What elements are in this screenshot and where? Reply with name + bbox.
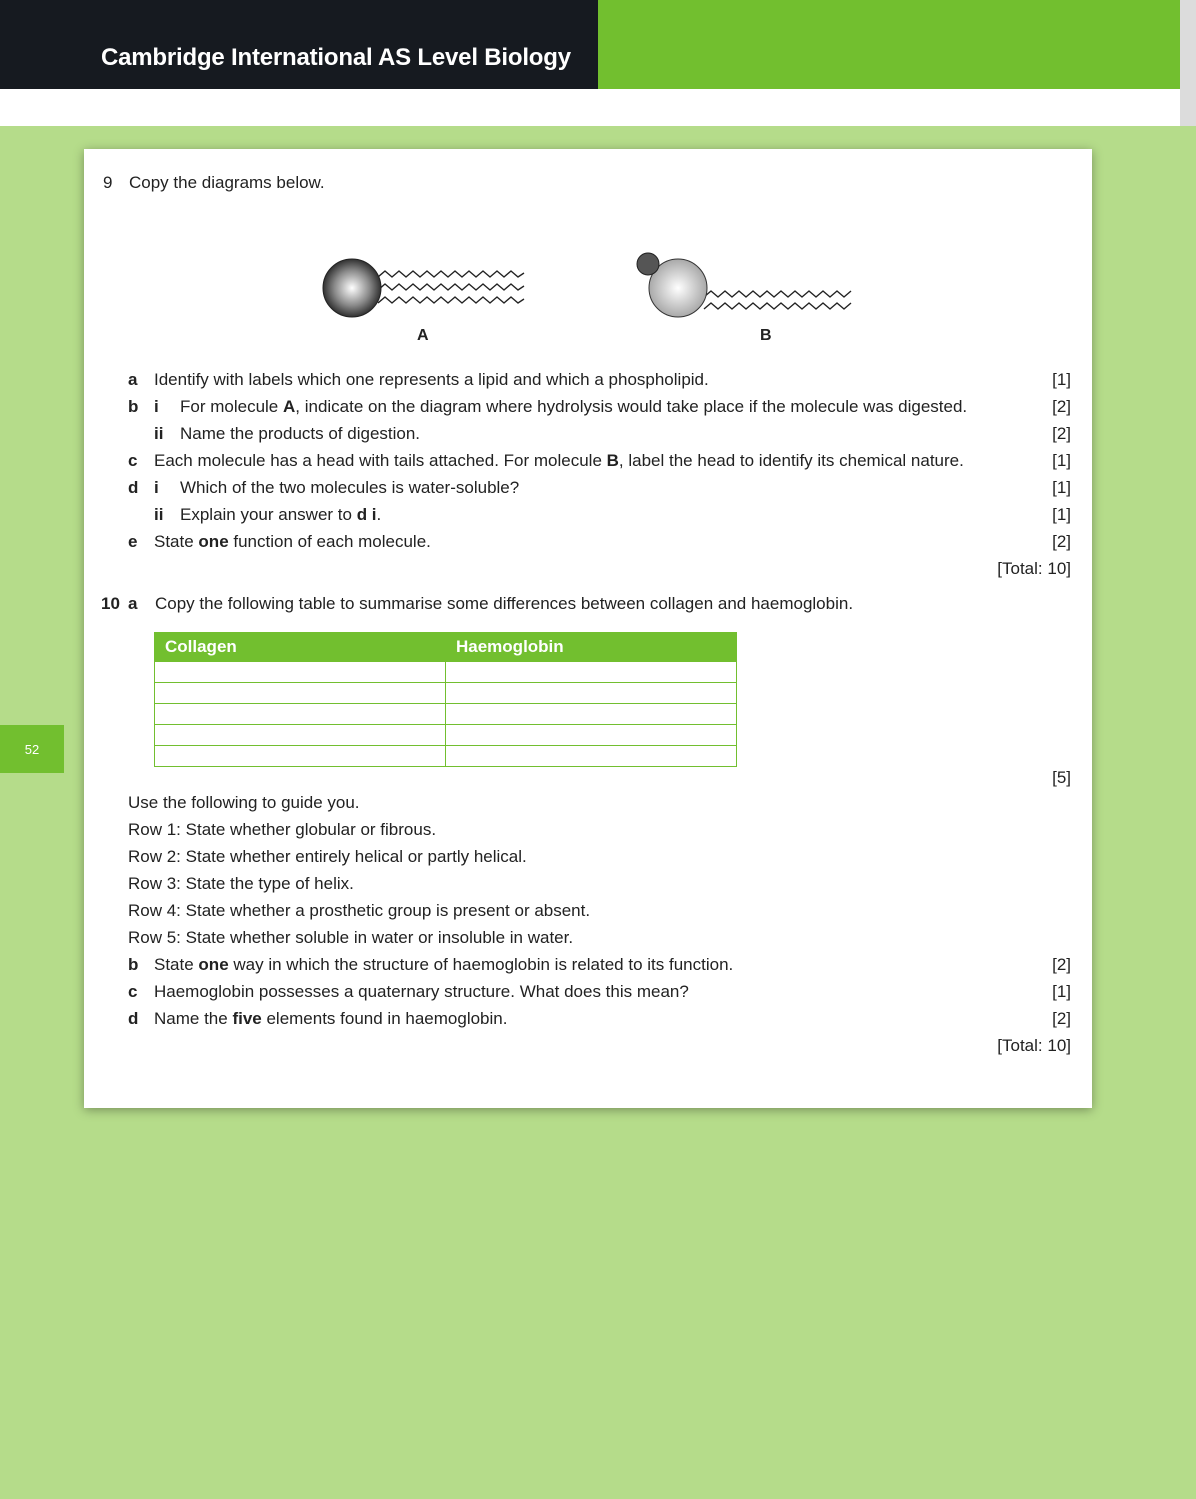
text-segment: A	[282, 397, 296, 416]
guide-intro: Use the following to guide you.	[128, 793, 360, 812]
header-white-band	[0, 89, 1180, 126]
table-cell	[446, 746, 737, 767]
part-marks: [1]	[1052, 505, 1071, 524]
book-title: Cambridge International AS Level Biology	[101, 44, 571, 71]
molecule-a-tails	[378, 271, 524, 303]
text-segment: B	[606, 451, 619, 470]
part-marks: [2]	[1052, 955, 1071, 974]
part-letter: c	[128, 982, 138, 1001]
header-green-band	[598, 0, 1180, 89]
part-letter: e	[128, 532, 138, 551]
subpart-numeral: i	[154, 397, 159, 416]
q10-total: [Total: 10]	[997, 1036, 1071, 1055]
q9-total: [Total: 10]	[997, 559, 1071, 578]
text-segment: five	[232, 1009, 262, 1028]
part-marks: [1]	[1052, 451, 1071, 470]
table-cell	[446, 725, 737, 746]
table-cell	[155, 683, 446, 704]
part-letter: d	[128, 1009, 139, 1028]
part-letter: c	[128, 451, 138, 470]
text-segment: elements found in haemoglobin.	[261, 1009, 508, 1028]
page-number-tab: 52	[0, 725, 64, 773]
part-marks: [2]	[1052, 424, 1071, 443]
part-marks: [1]	[1052, 370, 1071, 389]
part-marks: [1]	[1052, 982, 1071, 1001]
table-header-collagen: Collagen	[155, 633, 446, 662]
part-text	[154, 369, 709, 391]
part-text	[180, 504, 381, 526]
q10-part-a-letter: a	[128, 594, 138, 613]
part-text	[180, 396, 967, 418]
table-cell	[155, 725, 446, 746]
guide-line: Row 3: State the type of helix.	[128, 874, 354, 893]
q10-part-a-text: Copy the following table to summarise some differences between collagen and haemoglobin.	[155, 594, 854, 613]
table-cell	[155, 746, 446, 767]
subpart-numeral: ii	[154, 424, 164, 443]
guide-line: Row 5: State whether soluble in water or insoluble in water.	[128, 928, 574, 947]
text-segment: State	[154, 532, 199, 551]
molecule-diagrams	[314, 245, 874, 325]
part-text	[154, 981, 689, 1003]
table-row	[155, 662, 737, 683]
part-marks: [2]	[1052, 532, 1071, 551]
part-text	[154, 954, 733, 976]
table-cell	[446, 662, 737, 683]
comparison-table	[154, 632, 737, 767]
part-letter: d	[128, 478, 139, 497]
part-marks: [1]	[1052, 478, 1071, 497]
text-segment: .	[376, 505, 382, 524]
q10-table-marks: [5]	[1052, 768, 1071, 787]
table-row	[155, 725, 737, 746]
guide-line: Row 4: State whether a prosthetic group is present or absent.	[128, 901, 591, 920]
text-segment: Haemoglobin possesses a quaternary structure. What does this mean?	[154, 982, 689, 1001]
text-segment: one	[198, 955, 229, 974]
subpart-numeral: ii	[154, 505, 164, 524]
scroll-strip	[1180, 0, 1196, 126]
text-segment: , indicate on the diagram where hydrolysis would take place if the molecule was digested.	[295, 397, 968, 416]
text-segment: , label the head to identify its chemical nature.	[618, 451, 964, 470]
guide-line: Row 2: State whether entirely helical or partly helical.	[128, 847, 527, 866]
table-body	[155, 662, 737, 767]
part-text	[180, 477, 519, 499]
q10-number: 10	[101, 594, 120, 613]
part-text	[154, 531, 431, 553]
part-marks: [2]	[1052, 397, 1071, 416]
text-segment: Explain your answer to	[180, 505, 357, 524]
text-segment: Name the	[154, 1009, 233, 1028]
part-letter: b	[128, 955, 139, 974]
q9-number: 9	[103, 173, 113, 192]
part-letter: b	[128, 397, 139, 416]
part-text	[180, 423, 420, 445]
text-segment: For molecule	[180, 397, 283, 416]
table-cell	[446, 704, 737, 725]
molecule-b-phosphate-group	[637, 253, 659, 275]
table-cell	[155, 704, 446, 725]
exercise-card	[84, 149, 1092, 1108]
molecule-b-tails	[704, 291, 851, 309]
text-segment: way in which the structure of haemoglobin is related to its function.	[228, 955, 734, 974]
text-segment: Each molecule has a head with tails attached. For molecule	[154, 451, 607, 470]
part-text	[154, 450, 964, 472]
text-segment: one	[198, 532, 229, 551]
guide-line: Row 1: State whether globular or fibrous.	[128, 820, 437, 839]
table-header-haemoglobin: Haemoglobin	[446, 633, 737, 662]
text-segment: State	[154, 955, 199, 974]
text-segment: Identify with labels which one represents a lipid and which a phospholipid.	[154, 370, 709, 389]
q9-intro: Copy the diagrams below.	[129, 173, 325, 192]
molecule-a-glycerol-head	[323, 259, 381, 317]
part-letter: a	[128, 370, 138, 389]
part-marks: [2]	[1052, 1009, 1071, 1028]
text-segment: function of each molecule.	[228, 532, 431, 551]
table-cell	[446, 683, 737, 704]
table-row	[155, 704, 737, 725]
diagram-label-b: B	[760, 327, 772, 344]
table-row	[155, 683, 737, 704]
diagram-label-a: A	[417, 327, 429, 344]
subpart-numeral: i	[154, 478, 159, 497]
text-segment: Name the products of digestion.	[180, 424, 421, 443]
table-row	[155, 746, 737, 767]
text-segment: d i	[356, 505, 377, 524]
table-cell	[155, 662, 446, 683]
text-segment: Which of the two molecules is water-soluble?	[180, 478, 520, 497]
part-text	[154, 1008, 507, 1030]
